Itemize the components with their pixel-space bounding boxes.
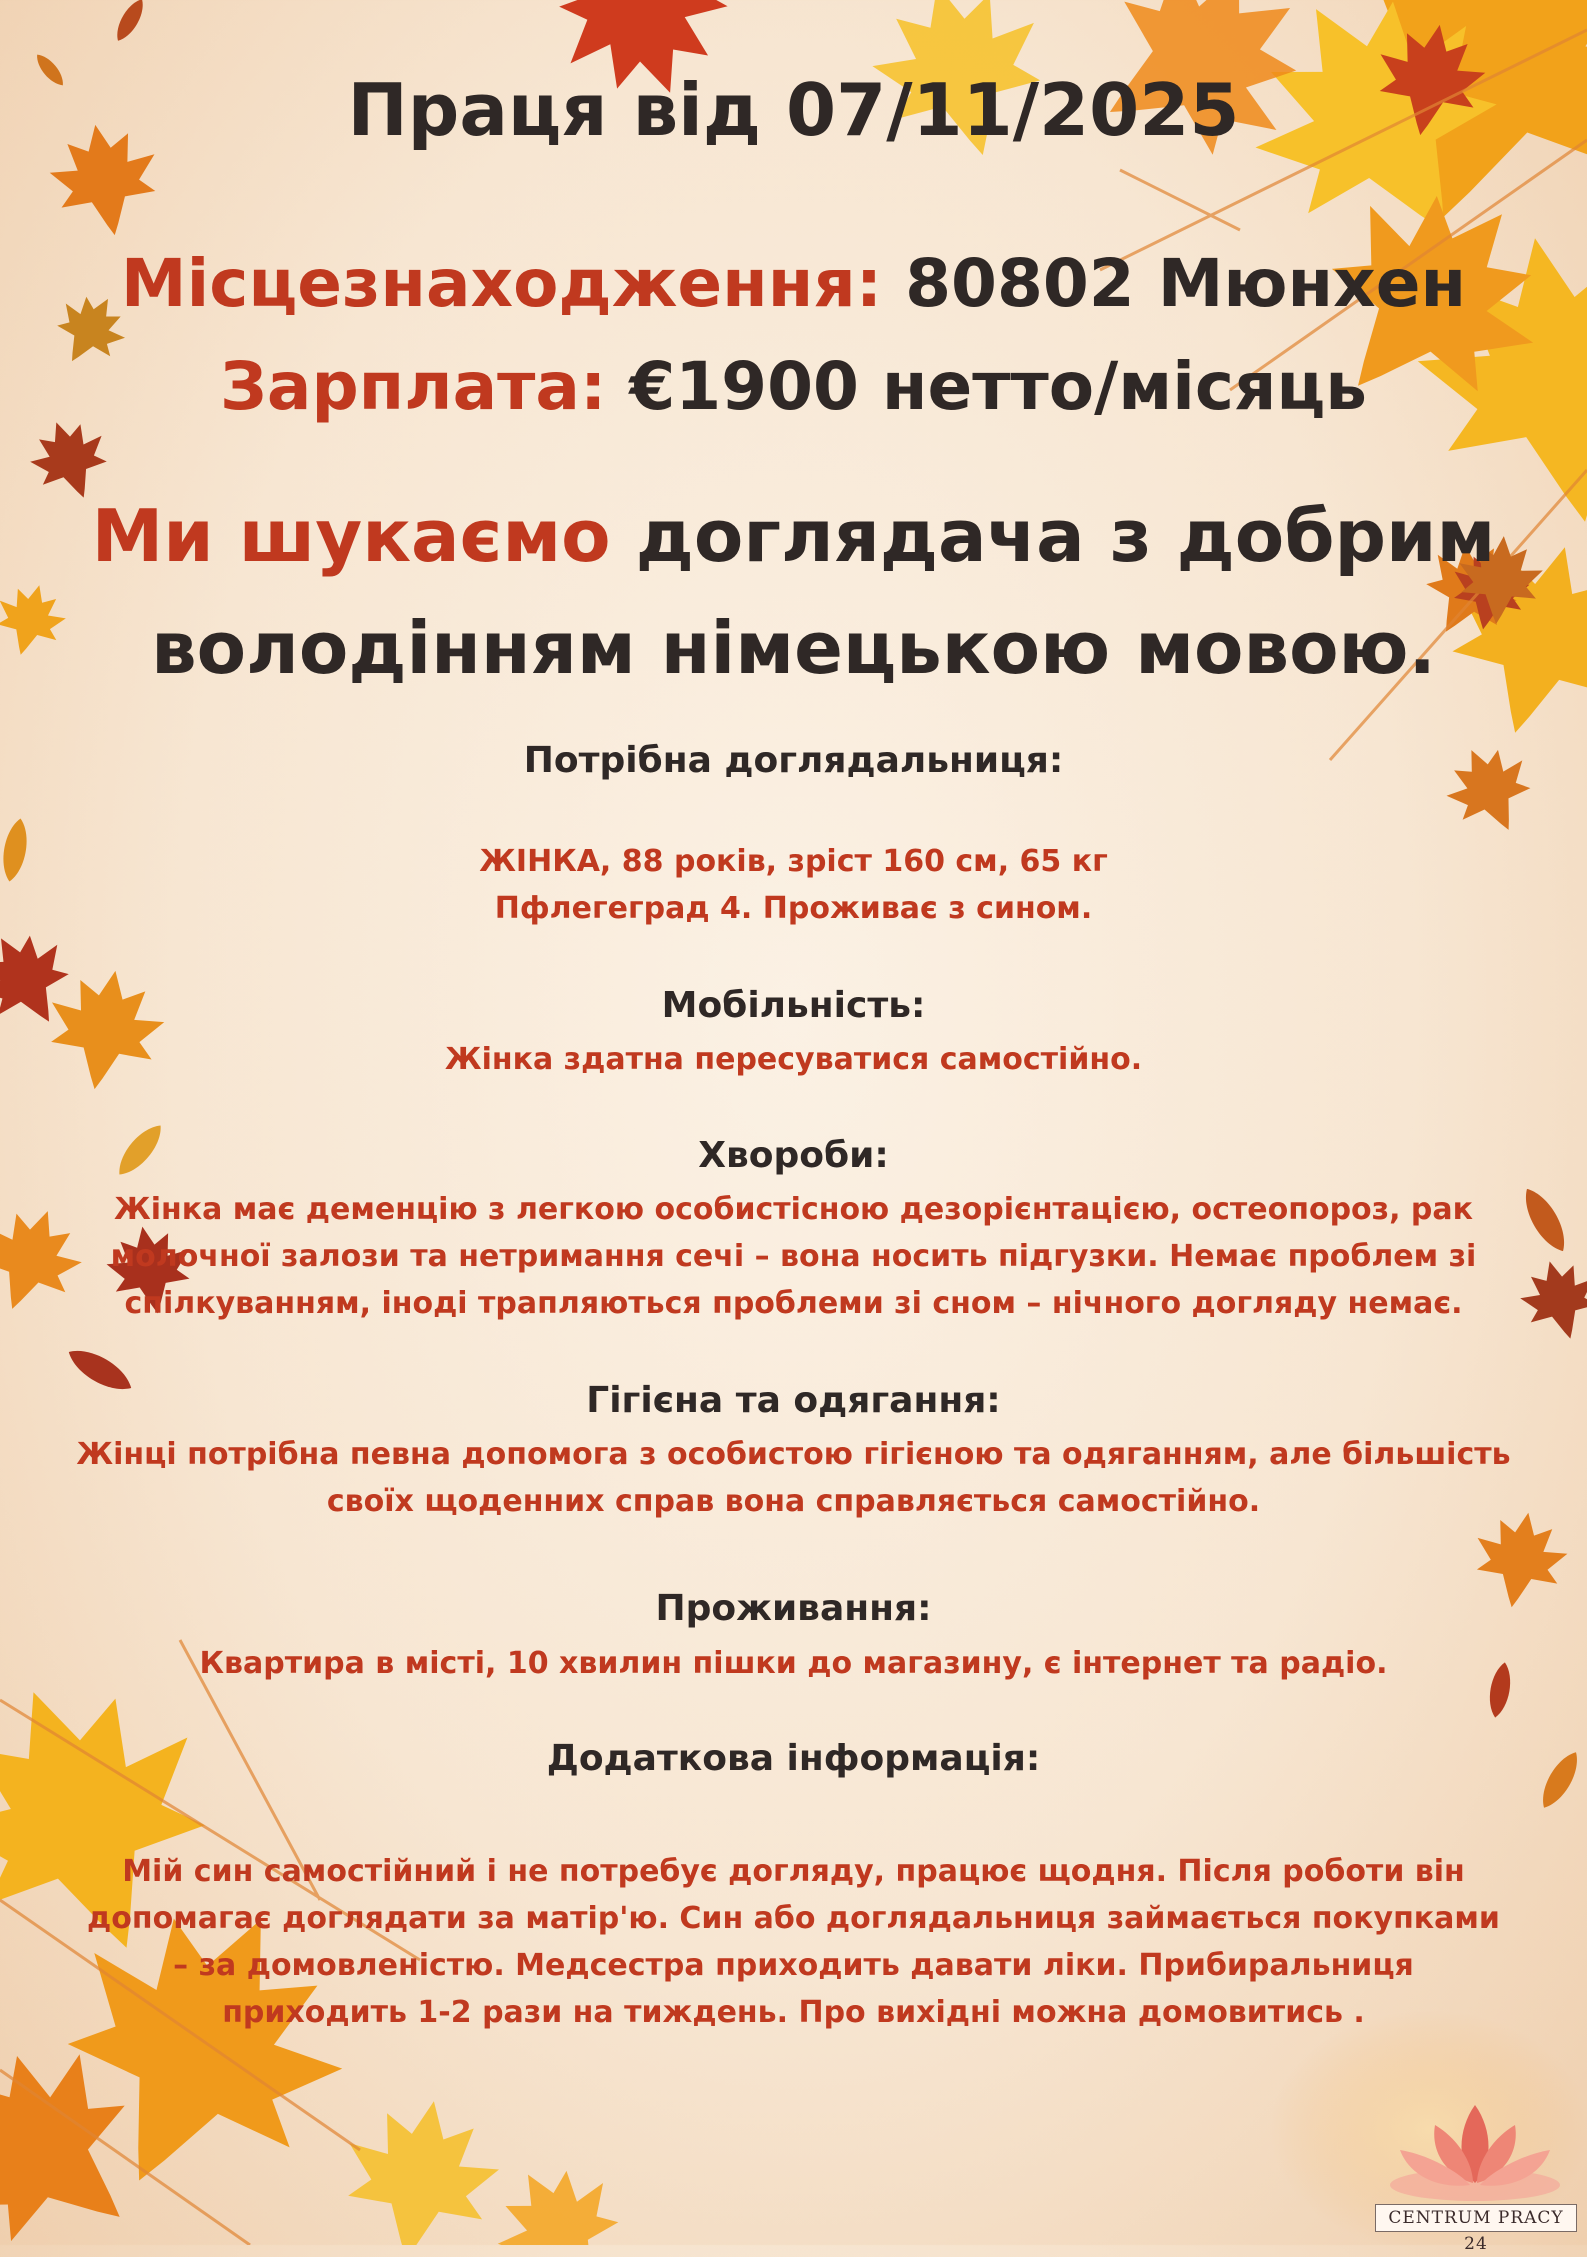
text-line: молочної залози та нетримання сечі – вона носить підгузки. Немає проблем зі (110, 1239, 1477, 1274)
section-text-housing (0, 1640, 1587, 1687)
headline-line-1 (0, 480, 1587, 592)
section-text-hygiene (0, 1431, 1587, 1525)
headline-highlight: Ми шукаємо (91, 494, 611, 578)
section-heading-hygiene: Гігієна та одягання: (586, 1380, 1001, 1421)
text-line: Мій син самостійний і не потребує догляду, працює щодня. Після роботи він (122, 1854, 1465, 1889)
text-line: Квартира в місті, 10 хвилин пішки до магазину, є інтернет та радіо. (199, 1646, 1388, 1681)
salary-label: Зарплата: (220, 348, 607, 425)
text-line: своїх щоденних справ вона справляється самостійно. (326, 1484, 1261, 1519)
headline-rest: доглядача з добрим (610, 494, 1496, 578)
section-heading-housing: Проживання: (655, 1588, 932, 1629)
section-text-mobility (0, 1036, 1587, 1083)
text-line: – за домовленістю. Медсестра приходить давати ліки. Прибиральниця (173, 1948, 1414, 1983)
page-title: Праця від 07/11/2025 (347, 68, 1240, 152)
text-line: приходить 1-2 рази на тиждень. Про вихідні можна домовитись . (222, 1995, 1365, 2030)
section-heading-diseases: Хвороби: (698, 1135, 889, 1176)
location-line (0, 245, 1587, 322)
salary-line (0, 348, 1587, 425)
lotus-logo-icon (1375, 2085, 1575, 2205)
location-label: Місцезнаходження: (120, 245, 883, 322)
section-text-additional (0, 1848, 1587, 2036)
location-value: 80802 Мюнхен (882, 245, 1467, 322)
text-line: допомагає доглядати за матір'ю. Син або доглядальниця займається покупками (87, 1901, 1500, 1936)
text-line: ЖІНКА, 88 років, зріст 160 см, 65 кг (479, 844, 1108, 879)
headline-line-2: володінням німецькою мовою. (151, 606, 1436, 690)
section-text-diseases (0, 1186, 1587, 1327)
logo-text: CENTRUM PRACY 24 (1375, 2204, 1577, 2232)
headline (0, 480, 1587, 704)
text-line: спілкуванням, іноді трапляються проблеми зі сном – нічного догляду немає. (124, 1286, 1463, 1321)
text-line: Жінка здатна пересуватися самостійно. (444, 1042, 1143, 1077)
section-text-needed (0, 838, 1587, 932)
text-line: Жінка має деменцію з легкою особистісною дезорієнтацією, остеопороз, рак (113, 1192, 1474, 1227)
section-heading-mobility: Мобільність: (661, 985, 926, 1026)
text-line: Жінці потрібна певна допомога з особистою гігієною та одяганням, але більшість (76, 1437, 1511, 1472)
text-line: Пфлегеград 4. Проживає з сином. (494, 891, 1093, 926)
salary-value: €1900 нетто/місяць (606, 348, 1367, 425)
section-heading-additional: Додаткова інформація: (546, 1738, 1041, 1779)
section-heading-needed: Потрібна доглядальниця: (523, 740, 1064, 781)
